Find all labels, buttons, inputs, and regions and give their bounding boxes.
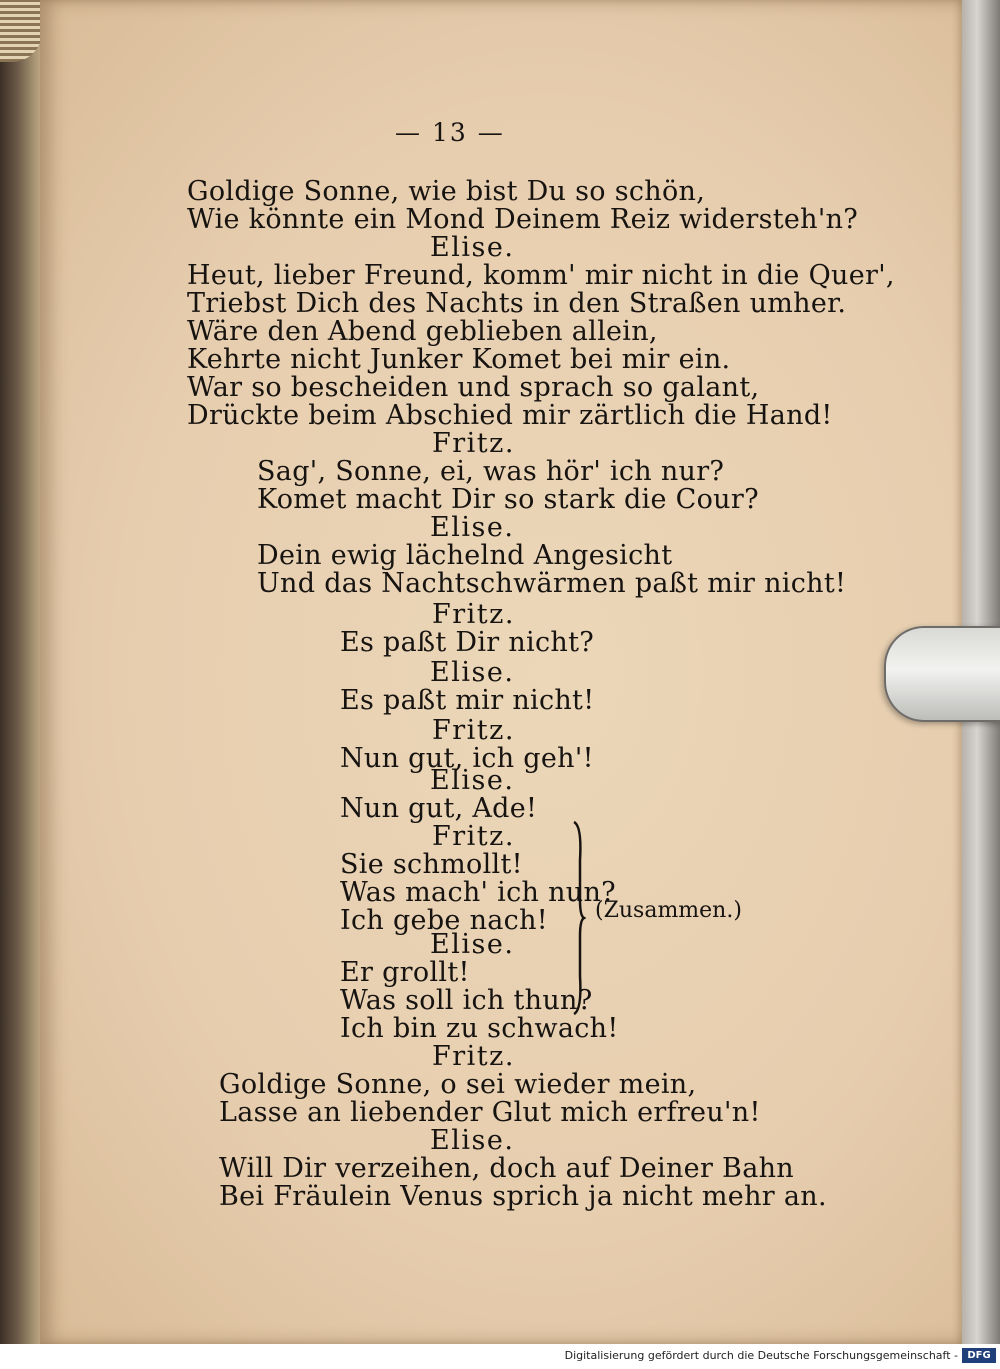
speaker-name: Fritz. xyxy=(432,715,515,746)
verse-line: Triebst Dich des Nachts in den Straßen umher. xyxy=(187,288,847,319)
verse-line: Goldige Sonne, wie bist Du so schön, xyxy=(187,176,706,207)
verse-line: Wäre den Abend geblieben allein, xyxy=(187,316,658,347)
speaker-name: Fritz. xyxy=(432,1041,515,1072)
verse-line: Heut, lieber Freund, komm' mir nicht in die Quer', xyxy=(187,260,895,291)
verse-line: Kehrte nicht Junker Komet bei mir ein. xyxy=(187,344,731,375)
verse-line: Dein ewig lächelnd Angesicht xyxy=(257,540,673,571)
speaker-name: Elise. xyxy=(430,765,515,796)
verse-line: Es paßt mir nicht! xyxy=(340,685,595,716)
verse-line: Es paßt Dir nicht? xyxy=(340,627,595,658)
verse-line: Wie könnte ein Mond Deinem Reiz widersteh'n? xyxy=(187,204,859,235)
curly-brace-icon xyxy=(572,820,586,1016)
verse-line: Nun gut, ich geh'! xyxy=(340,743,594,774)
page-clip xyxy=(884,626,1000,722)
verse-line: Sag', Sonne, ei, was hör' ich nur? xyxy=(257,456,725,487)
speaker-name: Elise. xyxy=(430,232,515,263)
speaker-name: Fritz. xyxy=(432,428,515,459)
speaker-name: Fritz. xyxy=(432,599,515,630)
footer-credit: Digitalisierung gefördert durch die Deutsche Forschungsgemeinschaft - xyxy=(564,1349,958,1362)
speaker-name: Elise. xyxy=(430,657,515,688)
speaker-name: Fritz. xyxy=(432,821,515,852)
verse-line: Komet macht Dir so stark die Cour? xyxy=(257,484,759,515)
speaker-name: Elise. xyxy=(430,1125,515,1156)
verse-line: Drückte beim Abschied mir zärtlich die Hand! xyxy=(187,400,833,431)
verse-line: Was soll ich thun? xyxy=(340,985,593,1016)
verse-line: Was mach' ich nun? xyxy=(340,877,616,908)
dfg-logo: DFG xyxy=(962,1348,996,1363)
verse-line: Sie schmollt! xyxy=(340,849,523,880)
verse-line: Bei Fräulein Venus sprich ja nicht mehr an. xyxy=(219,1181,827,1212)
verse-line: Nun gut, Ade! xyxy=(340,793,538,824)
verse-line: Und das Nachtschwärmen paßt mir nicht! xyxy=(257,568,847,599)
speaker-name: Elise. xyxy=(430,929,515,960)
footer-bar xyxy=(0,1344,1000,1369)
verse-line: Er grollt! xyxy=(340,957,470,988)
verse-line: Ich bin zu schwach! xyxy=(340,1013,619,1044)
verse-line: Lasse an liebender Glut mich erfreu'n! xyxy=(219,1097,761,1128)
stage-direction: (Zusammen.) xyxy=(595,898,742,923)
verse-line: Goldige Sonne, o sei wieder mein, xyxy=(219,1069,697,1100)
verse-line: Will Dir verzeihen, doch auf Deiner Bahn xyxy=(219,1153,794,1184)
page-number: — 13 — xyxy=(395,118,505,147)
speaker-name: Elise. xyxy=(430,512,515,543)
book-spine xyxy=(0,0,44,1369)
verse-line: Ich gebe nach! xyxy=(340,905,548,936)
verse-line: War so bescheiden und sprach so galant, xyxy=(187,372,760,403)
